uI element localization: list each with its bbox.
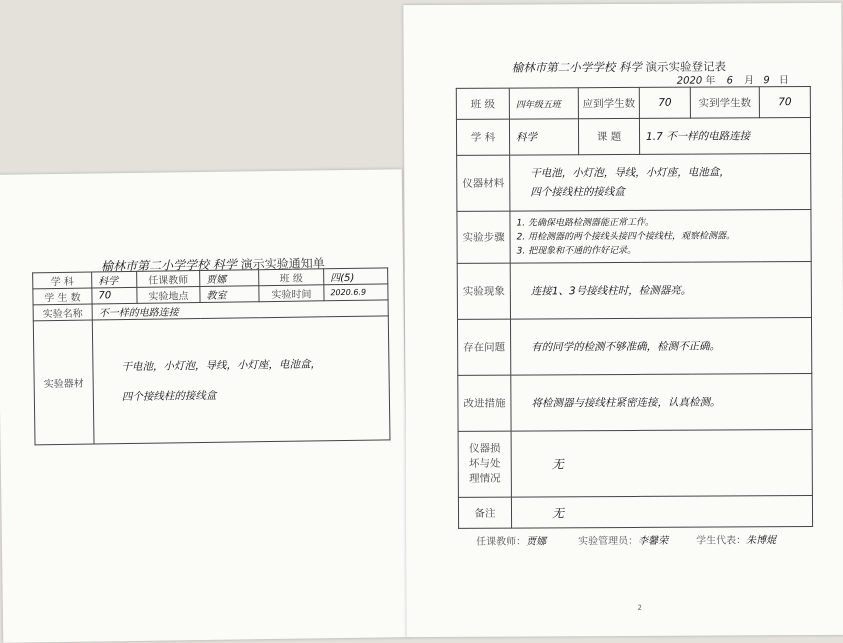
label-exp-name: 实验名称 [33, 304, 92, 321]
reg-value-subject: 科学 [509, 119, 578, 155]
footer-student [696, 531, 776, 546]
value-location: 教室 [200, 286, 259, 303]
reg-equipment-line-1: 干电池，小灯泡，导线，小灯座，电池盒， [530, 165, 730, 179]
equipment-line-2: 四个接线柱的接线盒 [121, 389, 217, 403]
label-teacher: 任课教师 [137, 271, 200, 288]
reg-label-equipment: 仪器材料 [457, 155, 510, 211]
register-date [677, 71, 789, 87]
reg-label-expected: 应到学生数 [578, 87, 639, 118]
register-subject-fill: 科学 [618, 59, 642, 75]
value-students: 70 [92, 287, 137, 304]
date-year-label: 年 [705, 75, 716, 87]
reg-steps-line-1: 1. 先确保电路检测器能正常工作。 [516, 217, 654, 229]
reg-value-improvement: 将检测器与接线柱紧密连接，认真检测。 [511, 374, 812, 432]
reg-label-steps: 实验步骤 [457, 211, 510, 263]
reg-label-remarks: 备注 [458, 497, 511, 528]
date-month-label: 月 [744, 75, 755, 87]
date-day-label: 日 [778, 75, 789, 87]
register-school: 榆林市第二小学学校 [511, 60, 616, 75]
reg-value-class: 四年级五班 [509, 88, 578, 119]
label-subject: 学 科 [33, 272, 92, 289]
reg-label-problems: 存在问题 [457, 319, 510, 375]
notice-school: 榆林市第二小学学校 [100, 257, 210, 274]
reg-value-phenomenon: 连接1、3号接线柱时，检测器亮。 [510, 262, 811, 320]
reg-label-subject: 学 科 [456, 119, 509, 155]
reg-equipment-line-2: 四个接线柱的接线盒 [530, 185, 625, 198]
label-students: 学 生 数 [33, 288, 92, 305]
reg-label-damage: 仪器损坏与处理情况 [458, 431, 511, 497]
date-year: 2020 [676, 75, 703, 87]
reg-value-actual: 70 [759, 87, 810, 118]
value-time: 2020.6.9 [324, 284, 388, 301]
value-exp-name: 不一样的电路连接 [92, 300, 388, 320]
value-equipment [92, 316, 390, 444]
reg-label-phenomenon: 实验现象 [457, 263, 510, 319]
register-title-suffix: 演示实验登记表 [645, 59, 727, 74]
label-class: 班 级 [259, 269, 324, 286]
reg-value-steps [510, 210, 811, 264]
reg-value-topic: 1.7 不一样的电路连接 [639, 118, 810, 155]
reg-label-actual: 实到学生数 [690, 87, 759, 118]
reg-value-problems: 有的同学的检测不够准确，检测不正确。 [510, 318, 811, 376]
value-class: 四(5) [324, 268, 388, 285]
reg-steps-line-2: 2. 用检测器的两个接线头接四个接线柱，观察检测器。 [516, 230, 736, 243]
value-teacher: 贾娜 [200, 270, 259, 287]
value-subject: 科学 [92, 271, 137, 288]
notice-subject-fill: 科学 [212, 257, 237, 272]
reg-label-class: 班 级 [456, 88, 509, 119]
footer-manager [578, 532, 668, 547]
reg-label-topic: 课 题 [578, 118, 639, 154]
label-time: 实验时间 [259, 285, 324, 302]
date-day: 9 [763, 75, 770, 87]
label-location: 实验地点 [137, 287, 200, 304]
footer-manager-label: 实验管理员： [578, 535, 639, 548]
footer-teacher [476, 532, 546, 547]
reg-value-damage: 无 [511, 430, 812, 498]
reg-value-expected: 70 [639, 87, 690, 118]
label-equipment: 实验器材 [33, 320, 94, 445]
reg-steps-line-3: 3. 把现象和不通的作好记录。 [516, 245, 637, 257]
experiment-notice-sheet [0, 169, 408, 643]
equipment-line-1: 干电池，小灯泡，导线，小灯座，电池盒， [121, 357, 322, 373]
notice-title-suffix: 演示实验通知单 [240, 256, 325, 272]
footer-student-label: 学生代表： [696, 535, 747, 547]
reg-value-remarks: 无 [511, 496, 812, 529]
register-table [456, 86, 813, 529]
date-month: 6 [726, 75, 733, 87]
reg-label-improvement: 改进措施 [458, 375, 511, 431]
notice-table [32, 267, 390, 445]
footer-manager-signature: 李馨荣 [638, 535, 669, 547]
page-number: 2 [637, 603, 642, 612]
experiment-register-sheet [403, 3, 843, 637]
footer-teacher-signature: 贾娜 [526, 536, 547, 548]
reg-value-equipment [510, 154, 811, 212]
footer-teacher-label: 任课教师： [476, 536, 527, 548]
footer-student-signature: 朱博焜 [746, 535, 777, 547]
